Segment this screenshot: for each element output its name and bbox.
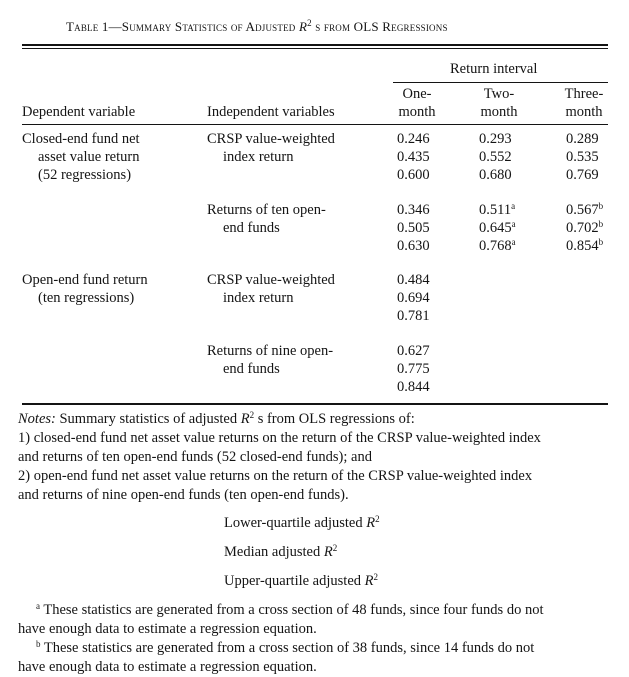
notes-block — [18, 410, 541, 505]
two-month-values-r1 — [479, 130, 512, 184]
one-month-values-r4 — [397, 342, 430, 396]
stat-sup: 2 — [375, 514, 380, 524]
value-cell: 0.694 — [397, 290, 430, 306]
independent-crsp-open — [207, 271, 335, 307]
notes-line-4: 2) open-end fund net asset value returns on the return of the CRSP value-weighted index — [18, 468, 533, 484]
notes-line-2: 1) closed-end fund net asset value returns on the return of the CRSP value-weighted index — [18, 430, 541, 446]
independent-line: CRSP value-weighted — [207, 131, 335, 147]
value-cell — [566, 219, 603, 237]
footnote-b-line1 — [18, 639, 534, 658]
one-month-values-r1 — [397, 130, 430, 184]
col-header-two-month — [470, 85, 528, 121]
footnote-b-marker: b — [598, 219, 604, 229]
value-cell — [479, 237, 516, 255]
footnote-a — [18, 601, 543, 639]
notes-line1-text: Summary statistics of adjusted — [55, 411, 241, 427]
table-title — [66, 19, 448, 35]
col-header-one-month — [388, 85, 446, 121]
value-number: 0.702 — [566, 220, 599, 236]
value-cell: 0.781 — [397, 308, 430, 324]
stat-median — [224, 543, 337, 561]
col-header-three-month — [554, 85, 614, 121]
notes-line-3: and returns of ten open-end funds (52 closed-end funds); and — [18, 449, 372, 465]
dependent-line: (ten regressions) — [38, 290, 135, 306]
dependent-variable-header: Dependent variable — [22, 104, 136, 120]
section-open-end-dependent — [22, 271, 148, 307]
col-header-three-line1: Three- — [564, 86, 604, 102]
value-cell: 0.535 — [566, 149, 599, 165]
notes-r: R — [240, 411, 250, 427]
value-number: 0.645 — [479, 220, 512, 236]
value-cell: 0.289 — [566, 131, 599, 147]
value-cell — [479, 219, 516, 237]
independent-line: Returns of nine open- — [207, 343, 334, 359]
col-header-one-line1: One- — [402, 86, 432, 102]
value-cell: 0.505 — [397, 220, 430, 236]
value-cell: 0.680 — [479, 167, 512, 183]
footnote-a-line2: have enough data to estimate a regression equation. — [18, 621, 317, 637]
value-cell: 0.630 — [397, 238, 430, 254]
footnote-b-text1: These statistics are generated from a cross section of 38 funds, since 14 funds do not — [40, 640, 535, 656]
top-rule-1 — [22, 44, 608, 46]
value-cell: 0.246 — [397, 131, 430, 147]
independent-ten-open-end — [207, 201, 326, 237]
independent-nine-open-end — [207, 342, 333, 378]
independent-line: end funds — [223, 361, 280, 377]
independent-line: CRSP value-weighted — [207, 272, 335, 288]
stat-lower-quartile — [224, 514, 380, 532]
value-cell: 0.627 — [397, 343, 430, 359]
value-number: 0.854 — [566, 238, 599, 254]
value-cell: 0.844 — [397, 379, 430, 395]
independent-crsp-closed — [207, 130, 335, 166]
stat-text: Upper-quartile adjusted — [224, 573, 365, 589]
value-number: 0.511 — [479, 202, 512, 218]
table-title-main: Summary Statistics of Adjusted — [121, 19, 296, 34]
footnote-b-mark: b — [36, 639, 41, 649]
notes-label: Notes: — [18, 411, 56, 427]
col-header-three-line2: month — [565, 104, 603, 120]
value-cell: 0.346 — [397, 202, 430, 218]
stat-text: Lower-quartile adjusted — [224, 515, 367, 531]
independent-line: end funds — [223, 220, 280, 236]
three-month-values-r1 — [566, 130, 599, 184]
independent-line: index return — [223, 149, 294, 165]
dependent-line: asset value return — [38, 149, 140, 165]
value-cell: 0.769 — [566, 167, 599, 183]
value-number: 0.567 — [566, 202, 599, 218]
return-interval-header: Return interval — [450, 61, 538, 77]
footnote-a-text1: These statistics are generated from a cross section of 48 funds, since four funds do not — [40, 602, 544, 618]
header-rule — [22, 124, 608, 125]
stat-sup: 2 — [332, 543, 338, 553]
section-closed-end-dependent — [22, 130, 140, 184]
footnote-b-line2: have enough data to estimate a regression equation. — [18, 659, 317, 675]
table-title-prefix: Table 1— — [66, 19, 122, 34]
col-header-two-line1: Two- — [483, 86, 515, 102]
stat-r: R — [323, 544, 333, 560]
footnote-a-line1 — [18, 601, 543, 620]
footnote-b — [18, 639, 534, 677]
footnote-b-marker: b — [598, 201, 604, 211]
return-interval-rule — [393, 82, 608, 83]
footnote-b-marker: b — [598, 237, 604, 247]
dependent-line: Open-end fund return — [22, 272, 148, 288]
independent-line: index return — [223, 290, 294, 306]
dependent-line: (52 regressions) — [38, 167, 132, 183]
notes-line-5: and returns of nine open-end funds (ten open-end funds). — [18, 487, 349, 503]
top-rule-2 — [22, 48, 608, 49]
value-cell: 0.293 — [479, 131, 512, 147]
table-title-r: R — [298, 19, 308, 34]
independent-line: Returns of ten open- — [207, 202, 326, 218]
value-cell: 0.600 — [397, 167, 430, 183]
three-month-values-r2 — [566, 201, 603, 255]
stat-r: R — [364, 573, 374, 589]
value-cell: 0.435 — [397, 149, 430, 165]
value-cell: 0.775 — [397, 361, 430, 377]
bottom-rule — [22, 403, 608, 405]
footnote-a-marker: a — [511, 201, 516, 211]
notes-line1-end: s from OLS regressions of: — [254, 411, 415, 427]
col-header-two-line2: month — [480, 104, 518, 120]
stat-text: Median adjusted — [224, 544, 324, 560]
value-cell: 0.552 — [479, 149, 512, 165]
stat-upper-quartile — [224, 572, 378, 590]
footnote-a-marker: a — [511, 237, 516, 247]
value-cell — [479, 201, 516, 219]
two-month-values-r2 — [479, 201, 516, 255]
dependent-line: Closed-end fund net — [22, 131, 140, 147]
value-cell — [566, 237, 603, 255]
notes-sup: 2 — [249, 410, 255, 420]
table-title-sup: 2 — [307, 18, 312, 28]
value-number: 0.768 — [479, 238, 512, 254]
footnote-a-mark: a — [36, 601, 40, 611]
table-title-suffix: s from OLS Regressions — [311, 19, 448, 34]
notes-line-1 — [18, 410, 541, 429]
one-month-values-r3 — [397, 271, 430, 325]
stat-r: R — [366, 515, 376, 531]
footnote-a-marker: a — [511, 219, 516, 229]
independent-variables-header: Independent variables — [207, 104, 335, 120]
col-header-one-line2: month — [398, 104, 436, 120]
stat-sup: 2 — [373, 572, 378, 582]
value-cell: 0.484 — [397, 272, 430, 288]
one-month-values-r2 — [397, 201, 430, 255]
value-cell — [566, 201, 603, 219]
